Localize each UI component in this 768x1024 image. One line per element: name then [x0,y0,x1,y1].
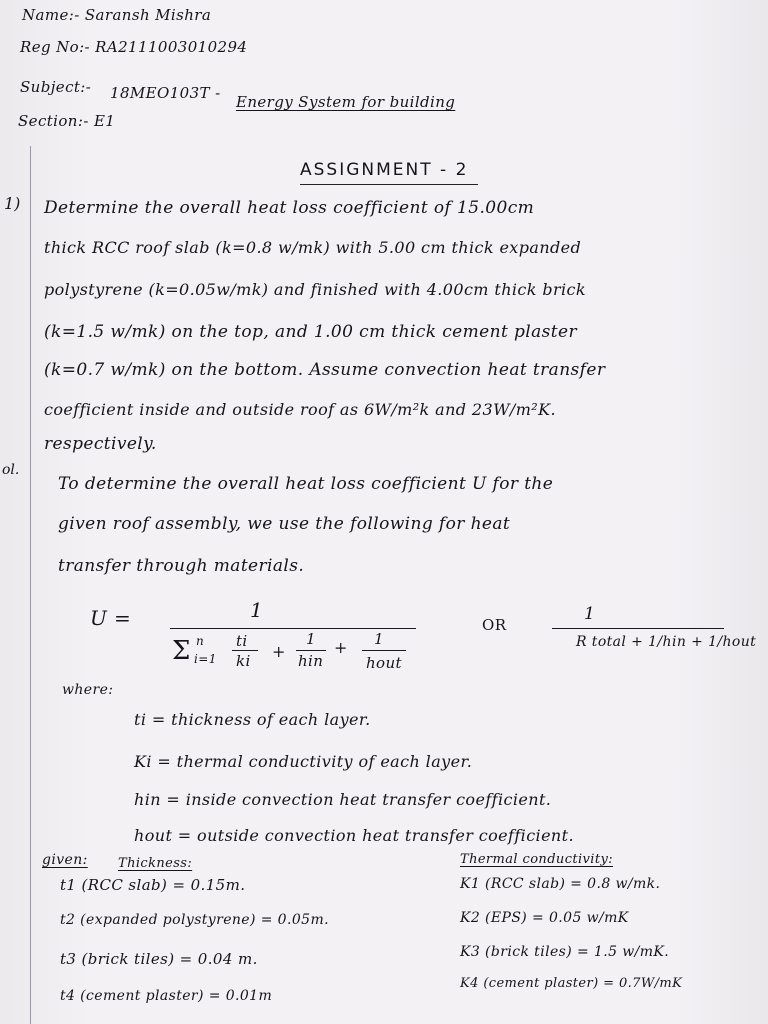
thickness-row: t3 (brick tiles) = 0.04 m. [60,950,258,968]
definition-line: hout = outside convection heat transfer coefficient. [134,826,574,845]
formula-fraction-bar [170,628,416,629]
formula-plus: + [334,638,348,657]
conductivity-row: K2 (EPS) = 0.05 w/mK [460,910,629,926]
definition-line: ti = thickness of each layer. [134,710,371,729]
answer-intro-line: To determine the overall heat loss coefficient U for the [58,474,554,494]
formula-sum-symbol: Σ [172,636,191,666]
student-name: Name:- Saransh Mishra [22,6,212,24]
given-label: given: [42,852,88,868]
conductivity-row: K4 (cement plaster) = 0.7W/mK [460,976,683,991]
formula-or: OR [482,616,507,634]
formula-one-a: 1 [306,630,316,648]
conductivity-row: K3 (brick tiles) = 1.5 w/mK. [460,944,670,960]
formula-ti: ti [236,632,248,650]
margin-line [30,146,31,1024]
registration-number: Reg No:- RA2111003010294 [20,38,248,56]
formula-hout-bar [362,650,406,651]
thickness-row: t2 (expanded polystyrene) = 0.05m. [60,912,329,928]
formula-plus: + [272,642,286,661]
definition-line: hin = inside convection heat transfer coefficient. [134,790,552,809]
formula-numerator: 1 [250,598,264,622]
formula-ti-bar [232,650,258,651]
formula-lhs: U = [90,606,132,630]
section: Section:- E1 [18,112,116,130]
subject-title: Energy System for building [236,93,456,111]
thickness-header: Thickness: [118,856,193,871]
question-line: thick RCC roof slab (k=0.8 w/mk) with 5.00 cm thick expanded [44,238,582,257]
question-number: 1) [4,194,21,213]
answer-label: ol. [2,462,20,478]
answer-intro-line: given roof assembly, we use the following for heat [58,514,511,534]
question-line: (k=0.7 w/mk) on the bottom. Assume convection heat transfer [44,360,606,380]
formula-sum-lower: i=1 [194,652,217,666]
thickness-row: t1 (RCC slab) = 0.15m. [60,876,246,894]
conductivity-header: Thermal conductivity: [460,852,614,867]
title-underline [300,184,478,185]
definition-line: Ki = thermal conductivity of each layer. [134,752,473,771]
alt-formula-denominator: R total + 1/hin + 1/hout [576,634,757,650]
subject-code: 18MEO103T - [110,84,221,102]
question-line: polystyrene (k=0.05w/mk) and finished with 4.00cm thick brick [44,280,587,299]
where-label: where: [62,682,114,698]
assignment-title: ASSIGNMENT - 2 [300,160,469,180]
answer-intro-line: transfer through materials. [58,556,305,576]
formula-hin-bar [296,650,326,651]
formula-hin: hin [298,652,324,670]
alt-formula-numerator: 1 [584,604,596,624]
alt-formula-fraction-bar [552,628,724,629]
formula-one-b: 1 [374,630,384,648]
question-line: respectively. [44,434,157,454]
question-line: coefficient inside and outside roof as 6W/m²k and 23W/m²K. [44,400,556,419]
formula-hout: hout [366,654,402,672]
conductivity-row: K1 (RCC slab) = 0.8 w/mk. [460,876,661,892]
formula-ki: ki [236,652,251,670]
question-line: (k=1.5 w/mk) on the top, and 1.00 cm thick cement plaster [44,322,577,342]
thickness-row: t4 (cement plaster) = 0.01m [60,988,273,1004]
subject-label: Subject:- [20,78,92,96]
formula-sum-upper: n [196,634,205,648]
question-line: Determine the overall heat loss coefficient of 15.00cm [44,198,535,218]
